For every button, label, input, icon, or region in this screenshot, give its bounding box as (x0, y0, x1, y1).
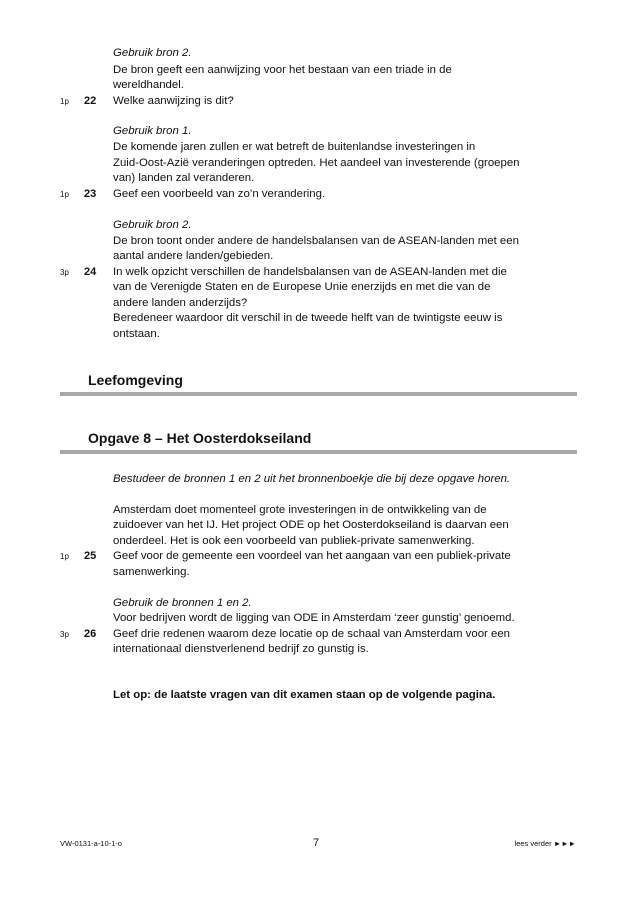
context-text: aantal andere landen/gebieden. (113, 250, 274, 262)
context-text: De bron geeft een aanwijzing voor het bestaan van een triade in de (113, 64, 452, 76)
exam-code: VW-0131-a-10-1-o (60, 839, 122, 848)
question-text: Beredeneer waardoor dit verschil in de tweede helft van de twintigste eeuw is (113, 312, 503, 324)
source-reference: Gebruik bron 2. (113, 219, 192, 231)
question-points: 1p (60, 552, 69, 561)
question-number: 24 (84, 266, 97, 278)
section-divider (60, 392, 577, 396)
continue-label: lees verder ►►► (514, 839, 576, 848)
source-reference: Gebruik de bronnen 1 en 2. (113, 597, 252, 609)
intro-text: Amsterdam doet momenteel grote investeringen in de ontwikkeling van de (113, 504, 487, 516)
question-number: 23 (84, 188, 97, 200)
question-text: In welk opzicht verschillen de handelsbalansen van de ASEAN-landen met die (113, 266, 507, 278)
opgave-divider (60, 450, 577, 454)
question-points: 1p (60, 97, 69, 106)
question-points: 3p (60, 630, 69, 639)
question-text: Geef voor de gemeente een voordeel van het aangaan van een publiek-private (113, 550, 511, 562)
context-text: De komende jaren zullen er wat betreft de buitenlandse investeringen in (113, 141, 476, 153)
intro-text: onderdeel. Het is ook een voorbeeld van publiek-private samenwerking. (113, 535, 475, 547)
question-points: 3p (60, 268, 69, 277)
source-reference: Gebruik bron 1. (113, 125, 192, 137)
source-reference: Gebruik bron 2. (113, 47, 192, 59)
intro-text: zuidoever van het IJ. Het project ODE op het Oosterdokseiland is daarvan een (113, 519, 509, 531)
context-text: Zuid-Oost-Azië veranderingen optreden. Het aandeel van investerende (groepen (113, 157, 520, 169)
question-number: 26 (84, 628, 97, 640)
question-text: samenwerking. (113, 566, 190, 578)
context-text: Voor bedrijven wordt de ligging van ODE in Amsterdam ‘zeer gunstig’ genoemd. (113, 612, 515, 624)
question-text: andere landen anderzijds? (113, 297, 248, 309)
question-text: ontstaan. (113, 328, 160, 340)
section-title: Leefomgeving (88, 372, 183, 388)
question-text: Geef drie redenen waarom deze locatie op de schaal van Amsterdam voor een (113, 628, 511, 640)
question-number: 22 (84, 95, 97, 107)
next-page-note: Let op: de laatste vragen van dit examen staan op de volgende pagina. (113, 689, 496, 701)
question-number: 25 (84, 550, 97, 562)
question-text: Welke aanwijzing is dit? (113, 95, 234, 107)
context-text: De bron toont onder andere de handelsbalansen van de ASEAN-landen met een (113, 235, 519, 247)
question-text: internationaal dienstverlenend bedrijf zo gunstig is. (113, 643, 369, 655)
question-text: van de Verenigde Staten en de Europese Unie enerzijds en met die van de (113, 281, 491, 293)
question-points: 1p (60, 190, 69, 199)
opgave-title: Opgave 8 – Het Oosterdokseiland (88, 430, 312, 446)
question-text: Geef een voorbeeld van zo’n verandering. (113, 188, 326, 200)
instruction-text: Bestudeer de bronnen 1 en 2 uit het bronnenboekje die bij deze opgave horen. (113, 473, 511, 485)
page-number: 7 (313, 837, 320, 849)
context-text: van) landen zal veranderen. (113, 172, 255, 184)
context-text: wereldhandel. (113, 79, 184, 91)
